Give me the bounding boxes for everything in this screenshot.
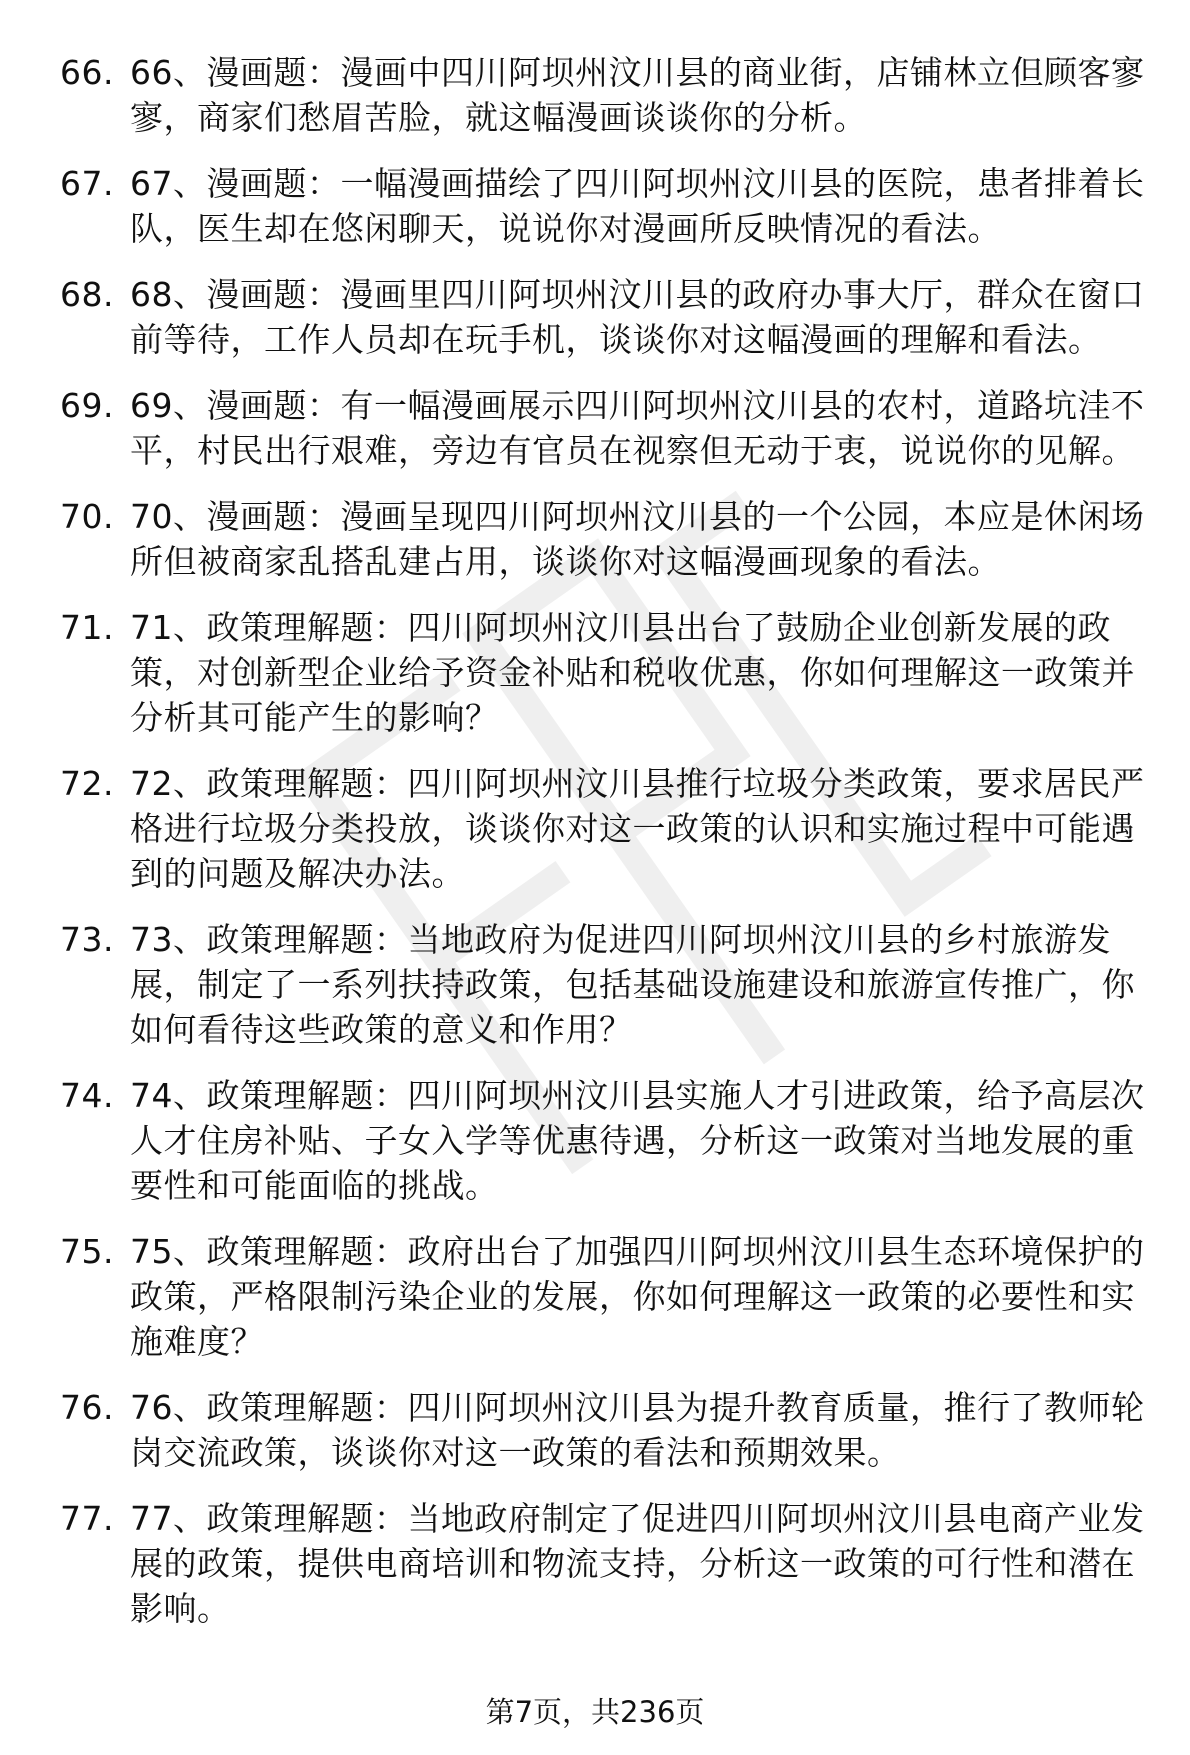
question-number: 76. xyxy=(60,1388,114,1427)
question-text: 77、政策理解题：当地政府制定了促进四川阿坝州汶川县电商产业发展的政策，提供电商培训和物流支持，分析这一政策的可行性和潜在影响。 xyxy=(130,1499,1145,1628)
question-number: 67. xyxy=(60,164,114,203)
question-item xyxy=(60,50,1150,140)
question-item xyxy=(60,761,1150,896)
question-number: 70. xyxy=(60,497,114,536)
question-text: 67、漫画题：一幅漫画描绘了四川阿坝州汶川县的医院，患者排着长队，医生却在悠闲聊天，说说你对漫画所反映情况的看法。 xyxy=(130,164,1145,248)
question-item xyxy=(60,494,1150,584)
question-item xyxy=(60,272,1150,362)
question-number: 74. xyxy=(60,1076,114,1115)
question-item xyxy=(60,605,1150,740)
page-footer xyxy=(0,1692,1190,1732)
question-number: 77. xyxy=(60,1499,114,1538)
question-item xyxy=(60,383,1150,473)
question-item xyxy=(60,1385,1150,1475)
question-item xyxy=(60,917,1150,1052)
question-item xyxy=(60,1229,1150,1364)
question-text: 75、政策理解题：政府出台了加强四川阿坝州汶川县生态环境保护的政策，严格限制污染企业的发展，你如何理解这一政策的必要性和实施难度？ xyxy=(130,1232,1145,1361)
question-text: 70、漫画题：漫画呈现四川阿坝州汶川县的一个公园，本应是休闲场所但被商家乱搭乱建占用，谈谈你对这幅漫画现象的看法。 xyxy=(130,497,1145,581)
question-text: 68、漫画题：漫画里四川阿坝州汶川县的政府办事大厅，群众在窗口前等待，工作人员却在玩手机，谈谈你对这幅漫画的理解和看法。 xyxy=(130,275,1145,359)
question-text: 73、政策理解题：当地政府为促进四川阿坝州汶川县的乡村旅游发展，制定了一系列扶持政策，包括基础设施建设和旅游宣传推广，你如何看待这些政策的意义和作用？ xyxy=(130,920,1135,1049)
question-number: 73. xyxy=(60,920,114,959)
question-text: 69、漫画题：有一幅漫画展示四川阿坝州汶川县的农村，道路坑洼不平，村民出行艰难，旁边有官员在视察但无动于衷，说说你的见解。 xyxy=(130,386,1145,470)
question-list xyxy=(60,50,1150,1652)
question-number: 71. xyxy=(60,608,114,647)
question-text: 76、政策理解题：四川阿坝州汶川县为提升教育质量，推行了教师轮岗交流政策，谈谈你对这一政策的看法和预期效果。 xyxy=(130,1388,1145,1472)
question-number: 68. xyxy=(60,275,114,314)
question-item xyxy=(60,1073,1150,1208)
page-number-label: 第7页，共236页 xyxy=(485,1695,705,1729)
question-text: 72、政策理解题：四川阿坝州汶川县推行垃圾分类政策，要求居民严格进行垃圾分类投放，谈谈你对这一政策的认识和实施过程中可能遇到的问题及解决办法。 xyxy=(130,764,1145,893)
question-number: 75. xyxy=(60,1232,114,1271)
question-text: 66、漫画题：漫画中四川阿坝州汶川县的商业街，店铺林立但顾客寥寥，商家们愁眉苦脸，就这幅漫画谈谈你的分析。 xyxy=(130,53,1145,137)
question-text: 74、政策理解题：四川阿坝州汶川县实施人才引进政策，给予高层次人才住房补贴、子女入学等优惠待遇，分析这一政策对当地发展的重要性和可能面临的挑战。 xyxy=(130,1076,1145,1205)
question-text: 71、政策理解题：四川阿坝州汶川县出台了鼓励企业创新发展的政策，对创新型企业给予资金补贴和税收优惠，你如何理解这一政策并分析其可能产生的影响？ xyxy=(130,608,1135,737)
question-number: 69. xyxy=(60,386,114,425)
question-item xyxy=(60,161,1150,251)
question-item xyxy=(60,1496,1150,1631)
question-number: 72. xyxy=(60,764,114,803)
question-number: 66. xyxy=(60,53,114,92)
